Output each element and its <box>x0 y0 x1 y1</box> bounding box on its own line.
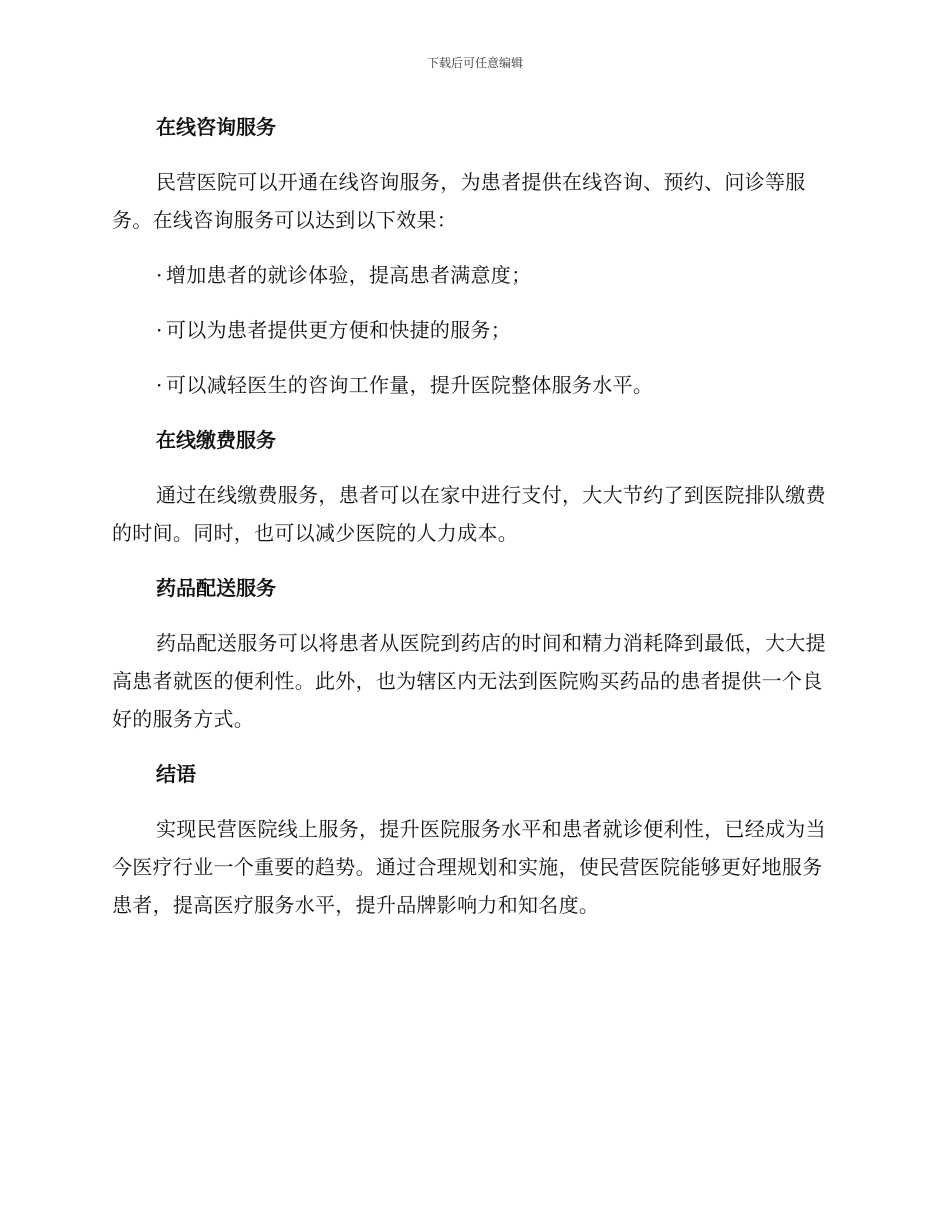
section-paragraph-online-consultation: 民营医院可以开通在线咨询服务，为患者提供在线咨询、预约、问诊等服务。在线咨询服务可以达到以下效果： <box>112 170 806 232</box>
section-heading-conclusion: 结语 <box>156 762 196 786</box>
section-paragraph-online-payment: 通过在线缴费服务，患者可以在家中进行支付，大大节约了到医院排队缴费的时间。同时，也可以减少医院的人力成本。 <box>112 483 826 545</box>
section-heading-online-payment: 在线缴费服务 <box>156 428 276 452</box>
section-paragraph-conclusion: 实现民营医院线上服务，提升医院服务水平和患者就诊便利性，已经成为当今医疗行业一个重要的趋势。通过合理规划和实施，使民营医院能够更好地服务患者，提高医疗服务水平，提升品牌影响力和知名度。 <box>112 817 826 917</box>
benefits-list <box>112 256 832 404</box>
section-paragraph-drug-delivery: 药品配送服务可以将患者从医院到药店的时间和精力消耗降到最低，大大提高患者就医的便利性。此外，也为辖区内无法到医院购买药品的患者提供一个良好的服务方式。 <box>112 631 826 731</box>
page-header: 下载后可任意编辑 <box>426 56 523 70</box>
section-heading-drug-delivery: 药品配送服务 <box>156 576 276 600</box>
bullet-icon: · <box>156 373 163 397</box>
section-heading-online-consultation: 在线咨询服务 <box>156 115 276 139</box>
bullet-icon: · <box>156 318 163 342</box>
list-item: · 可以减轻医生的咨询工作量，提升医院整体服务水平。 <box>112 366 832 404</box>
bullet-icon: · <box>156 263 163 287</box>
list-item: · 增加患者的就诊体验，提高患者满意度； <box>112 256 832 294</box>
document-body <box>112 108 832 924</box>
list-item: · 可以为患者提供更方便和快捷的服务； <box>112 311 832 349</box>
